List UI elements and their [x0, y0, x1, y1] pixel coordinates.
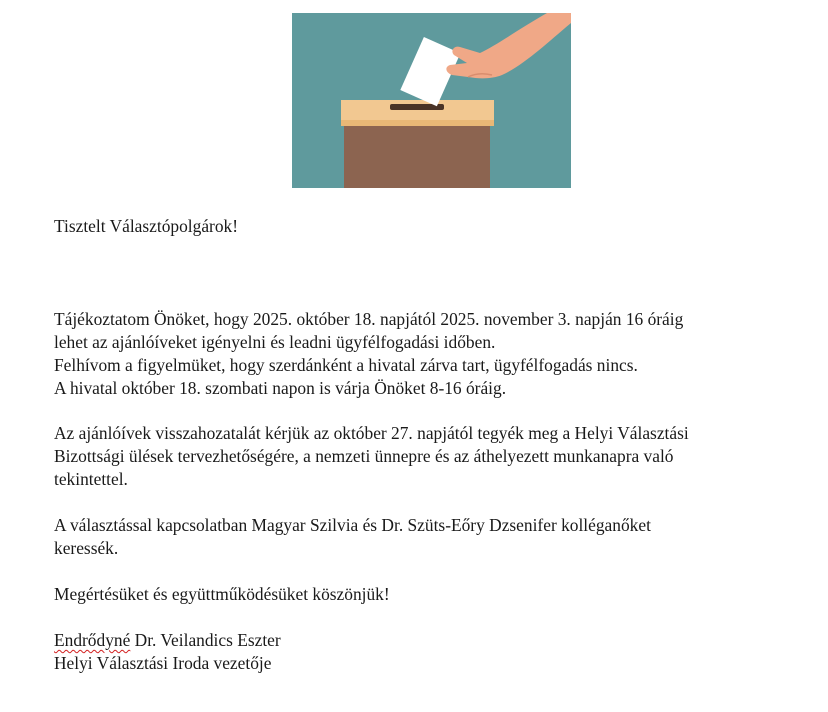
closing-line: Megértésüket és együttműködésüket köszönjük! — [54, 584, 390, 604]
paragraph-line: Bizottsági ülések tervezhetőségére, a nemzeti ünnepre és az áthelyezett munkanapra való — [54, 446, 674, 466]
paragraph-line: Az ajánlóívek visszahozatalát kérjük az október 27. napjától tegyék meg a Helyi Választási — [54, 423, 689, 443]
paragraph-line: A hivatal október 18. szombati napon is várja Önöket 8-16 óráig. — [54, 378, 507, 398]
salutation: Tisztelt Választópolgárok! — [54, 216, 239, 236]
paragraph-return — [54, 422, 689, 491]
paragraph-info — [54, 308, 683, 400]
paragraph-line: keressék. — [54, 538, 119, 558]
ballot-box-body — [344, 125, 490, 188]
signature-block — [54, 629, 281, 675]
ballot-box-illustration — [292, 13, 571, 188]
signature-name-rest: Dr. Veilandics Eszter — [130, 630, 281, 650]
paragraph-line: tekintettel. — [54, 469, 128, 489]
paragraph-line: Tájékoztatom Önöket, hogy 2025. október 18. napjától 2025. november 3. napján 16 óráig — [54, 309, 684, 329]
paragraph-contacts — [54, 514, 651, 560]
signature-name — [54, 629, 281, 652]
signature-title: Helyi Választási Iroda vezetője — [54, 653, 272, 673]
paragraph-line: A választással kapcsolatban Magyar Szilvia és Dr. Szüts-Eőry Dzsenifer kolléganőket — [54, 515, 651, 535]
ballot-box-lid-shadow — [341, 120, 494, 126]
paragraph-line: lehet az ajánlóíveket igényelni és leadni ügyfélfogadási időben. — [54, 332, 496, 352]
paragraph-line: Felhívom a figyelmüket, hogy szerdánként a hivatal zárva tart, ügyfélfogadás nincs. — [54, 355, 638, 375]
signature-surname: Endrődyné — [54, 630, 131, 650]
